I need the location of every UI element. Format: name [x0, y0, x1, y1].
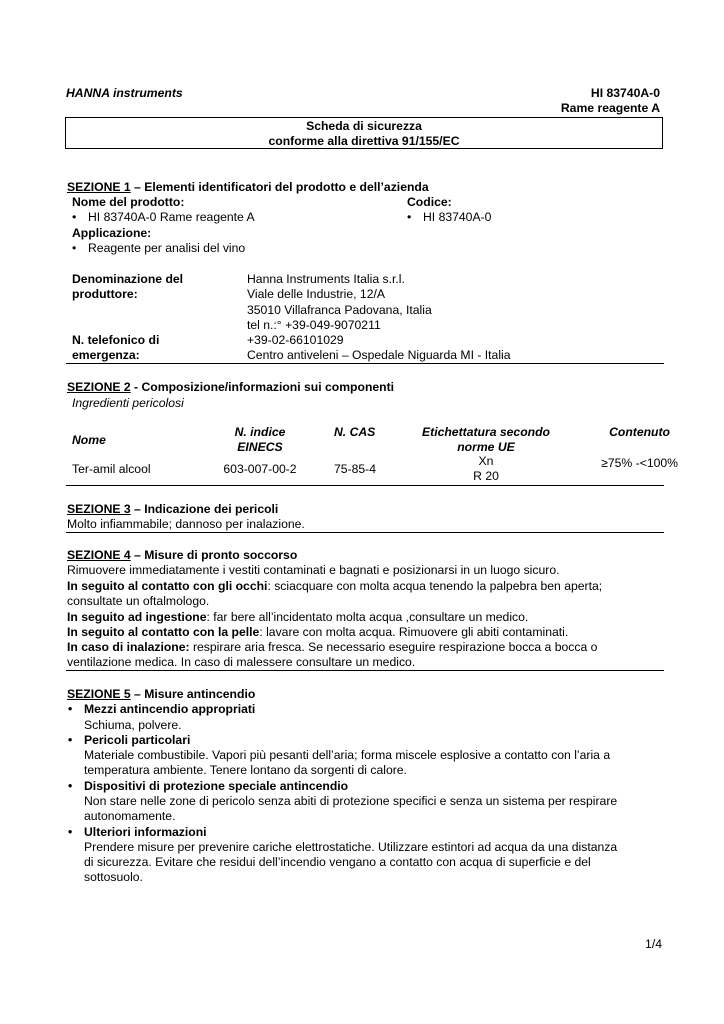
cell-labelling-line: R 20	[473, 469, 499, 484]
section-5-number: SEZIONE 5	[67, 687, 131, 701]
fire-item-text: Materiale combustibile. Vapori più pesanti dell’aria; forma miscele esplosive a contatto con l’aria a	[84, 748, 611, 762]
fire-item-label: • Ulteriori informazioni	[84, 825, 207, 840]
cell-content: ≥75% -<100%	[601, 456, 678, 470]
fire-item-text: temperatura ambiente. Tenere lontano da sorgenti di calore.	[84, 763, 407, 777]
cell-einecs: 603-007-00-2	[223, 462, 297, 476]
address-line: Viale delle Industrie, 12/A	[247, 287, 385, 302]
section-4-title: – Misure di pronto soccorso	[130, 548, 298, 562]
eyes-instructions	[67, 579, 663, 594]
inhalation-text: respirare aria fresca. Se necessario eseguire respirazione bocca a bocca o	[189, 640, 598, 654]
emergency-label-line: emergenza:	[72, 348, 140, 363]
section-4-intro: Rimuovere immediatamente i vestiti contaminati e bagnati e posizionarsi in un luogo sicuro.	[67, 563, 560, 577]
document-subtitle: conforme alla direttiva 91/155/EC	[268, 134, 460, 149]
application-value: • Reagente per analisi del vino	[88, 241, 245, 256]
inhalation-text-cont: ventilazione medica. In caso di malessere consultare un medico.	[67, 655, 416, 669]
product-name: Rame reagente A	[560, 101, 660, 115]
section-1-heading	[67, 180, 429, 195]
fire-item-text: autonomamente.	[84, 809, 176, 823]
eyes-text: : sciacquare con molta acqua tenendo la palpebra ben aperta;	[267, 579, 603, 593]
fire-item-text: Non stare nelle zone di pericolo senza abiti di protezione specifici e senza un sistema per respirare	[84, 794, 618, 808]
section-2-number: SEZIONE 2	[67, 380, 131, 394]
col-header-einecs-line: EINECS	[237, 440, 283, 455]
divider	[66, 485, 664, 486]
col-header-labelling	[405, 425, 567, 456]
col-header-cas: N. CAS	[334, 425, 376, 439]
product-name-label: Nome del prodotto:	[72, 195, 185, 209]
emergency-center: Centro antiveleni – Ospedale Niguarda MI - Italia	[247, 348, 511, 363]
skin-instructions	[67, 625, 568, 640]
product-code: HI 83740A-0	[590, 86, 660, 100]
cell-labelling-line: Xn	[478, 454, 494, 468]
section-5-title: – Misure antincendio	[130, 687, 256, 701]
producer-label-line: Denominazione del	[72, 272, 184, 286]
emergency-contact	[247, 333, 511, 364]
section-4-number: SEZIONE 4	[67, 548, 131, 562]
col-header-einecs	[210, 425, 310, 456]
emergency-label-line: N. telefonico di	[72, 333, 160, 347]
producer-label	[72, 272, 183, 303]
producer-label-line: produttore:	[72, 287, 138, 302]
cell-labelling	[405, 454, 567, 485]
skin-text: : lavare con molta acqua. Rimuovere gli abiti contaminati.	[259, 625, 569, 639]
section-2-heading	[67, 380, 394, 395]
emergency-label	[72, 333, 159, 364]
inhalation-instructions	[67, 640, 663, 655]
page-number: 1/4	[645, 937, 662, 951]
ingestion-instructions	[67, 610, 528, 625]
eyes-label: In seguito al contatto con gli occhi	[67, 579, 268, 593]
application-label: Applicazione:	[72, 226, 152, 240]
ingestion-text: : far bere all’incidentato molta acqua ,consultare un medico.	[206, 610, 529, 624]
skin-label: In seguito al contatto con la pelle	[67, 625, 260, 639]
address-line: tel n.:° +39-049-9070211	[247, 318, 381, 333]
fire-item-text: Schiuma, polvere.	[84, 718, 182, 732]
eyes-text-cont: consultate un oftalmologo.	[67, 594, 210, 608]
emergency-phone: +39-02-66101029	[247, 333, 344, 347]
document-title-box	[65, 117, 663, 149]
col-header-content: Contenuto	[609, 425, 670, 439]
product-name-value: • HI 83740A-0 Rame reagente A	[88, 210, 255, 225]
fire-item-label: • Dispositivi di protezione speciale antincendio	[84, 779, 348, 794]
section-5-heading	[67, 687, 255, 702]
cell-cas: 75-85-4	[334, 462, 377, 476]
col-header-nome: Nome	[72, 433, 106, 447]
divider	[66, 363, 664, 364]
section-3-number: SEZIONE 3	[67, 502, 131, 516]
col-header-einecs-line: N. indice	[234, 425, 286, 439]
fire-item-label: • Pericoli particolari	[84, 733, 190, 748]
section-2-title: - Composizione/informazioni sui componenti	[130, 380, 395, 394]
col-header-labelling-line: norme UE	[457, 440, 515, 455]
inhalation-label: In caso di inalazione:	[67, 640, 190, 654]
fire-item-text: Prendere misure per prevenire cariche elettrostatiche. Utilizzare estintori ad acqua da una distanza	[84, 840, 618, 854]
cell-nome: Ter-amil alcool	[72, 462, 151, 476]
producer-address	[247, 272, 432, 334]
code-value: • HI 83740A-0	[423, 210, 491, 225]
code-label: Codice:	[407, 195, 452, 209]
section-1-number: SEZIONE 1	[67, 180, 131, 194]
fire-item-label: • Mezzi antincendio appropriati	[84, 702, 255, 717]
divider	[66, 532, 664, 533]
col-header-labelling-line: Etichettatura secondo	[422, 425, 550, 439]
ingestion-label: In seguito ad ingestione	[67, 610, 207, 624]
address-line: 35010 Villafranca Padovana, Italia	[247, 302, 432, 317]
fire-item-text: di sicurezza. Evitare che residui dell’incendio vengano a contatto con acqua di superficie e del	[84, 855, 591, 869]
section-3-heading	[67, 502, 278, 517]
address-line: Hanna Instruments Italia s.r.l.	[247, 272, 405, 286]
section-3-title: – Indicazione dei pericoli	[130, 502, 279, 516]
document-title: Scheda di sicurezza	[306, 119, 422, 133]
company-name: HANNA instruments	[66, 86, 183, 100]
fire-item-text: sottosuolo.	[84, 870, 143, 884]
section-3-text: Molto infiammabile; dannoso per inalazione.	[67, 517, 305, 531]
section-2-subtitle: Ingredienti pericolosi	[72, 396, 184, 410]
section-1-title: – Elementi identificatori del prodotto e dell’azienda	[130, 180, 429, 194]
section-4-heading	[67, 548, 297, 563]
divider	[66, 670, 664, 671]
